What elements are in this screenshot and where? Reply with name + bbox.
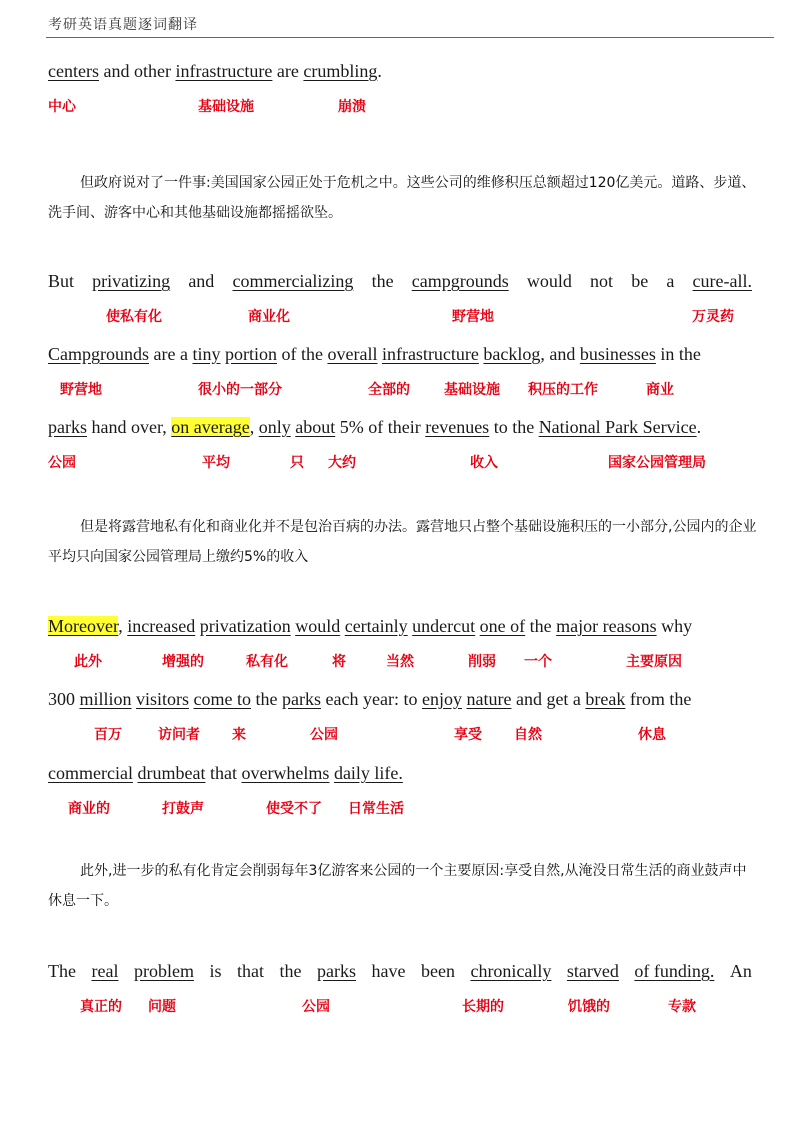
word-translation: 访问者 (158, 727, 200, 743)
chinese-translation-paragraph: 但是将露营地私有化和商业化并不是包治百病的办法。露营地只占整个基础设施积压的一小部分,公园内的企业平均只向国家公园管理局上缴约5%的收入 (48, 519, 757, 565)
text: , and (540, 344, 580, 364)
vocab-word: campgrounds (411, 271, 509, 291)
vocab-word: come to (193, 689, 252, 709)
vocab-word: about (295, 417, 336, 437)
word-translation: 野营地 (452, 309, 494, 325)
vocab-word: portion (224, 344, 277, 364)
vocab-word: would (295, 616, 341, 636)
english-line (48, 688, 752, 710)
vocab-word: crumbling (303, 61, 378, 81)
word-translation: 公园 (310, 727, 338, 743)
word-translation: 享受 (454, 727, 482, 743)
vocab-word: National Park Service (538, 417, 697, 437)
vocab-word: parks (48, 417, 87, 437)
text: are (272, 61, 304, 81)
word-translation: 收入 (470, 455, 498, 471)
vocab-word: privatizing (92, 271, 171, 291)
text: are a (149, 344, 193, 364)
word-translation: 削弱 (468, 654, 496, 670)
translation-row (0, 379, 800, 401)
translation-row (0, 798, 800, 820)
word-translation: 大约 (328, 455, 356, 471)
vocab-word: chronically (470, 961, 552, 981)
word-translation: 当然 (386, 654, 414, 670)
translation-row (0, 724, 800, 746)
vocab-word: backlog (483, 344, 541, 364)
word-translation: 打鼓声 (162, 801, 204, 817)
vocab-word: businesses (579, 344, 656, 364)
text: and get a (511, 689, 586, 709)
word-translation: 只 (290, 455, 304, 471)
vocab-word: only (258, 417, 291, 437)
vocab-word: cure-all. (692, 271, 752, 291)
text: the (251, 689, 283, 709)
word-translation: 问题 (148, 999, 176, 1015)
text: would (526, 271, 572, 291)
text: But (48, 271, 75, 291)
vocab-word: of funding. (634, 961, 715, 981)
text: each year: to (321, 689, 422, 709)
word-translation: 此外 (74, 654, 102, 670)
text: , (118, 616, 128, 636)
vocab-word: visitors (136, 689, 190, 709)
text: The (48, 961, 76, 981)
word-translation: 很小的一部分 (198, 382, 282, 398)
text: 5% of their (335, 417, 426, 437)
vocab-word: starved (566, 961, 619, 981)
text: that (236, 961, 264, 981)
vocab-word: undercut (412, 616, 476, 636)
text: . (377, 61, 382, 81)
word-translation: 日常生活 (348, 801, 404, 817)
vocab-word: enjoy (421, 689, 462, 709)
text: 300 (48, 689, 80, 709)
word-translation: 商业 (646, 382, 674, 398)
english-line (48, 343, 752, 365)
vocab-word: increased (127, 616, 196, 636)
english-line (48, 762, 752, 784)
word-translation: 万灵药 (692, 309, 734, 325)
english-line (48, 270, 752, 292)
vocab-word: parks (316, 961, 356, 981)
vocab-word: Campgrounds (48, 344, 149, 364)
vocab-word: drumbeat (137, 763, 206, 783)
vocab-word: centers (48, 61, 99, 81)
text: and (188, 271, 215, 291)
text: a (666, 271, 675, 291)
vocab-word: commercial (48, 763, 133, 783)
vocab-word: privatization (199, 616, 291, 636)
text: hand over, (87, 417, 172, 437)
vocab-word: nature (466, 689, 512, 709)
translation-row (0, 96, 800, 118)
translation-row (0, 452, 800, 474)
word-translation: 主要原因 (626, 654, 682, 670)
word-translation: 公园 (48, 455, 76, 471)
word-translation: 将 (332, 654, 346, 670)
vocab-word: infrastructure (175, 61, 273, 81)
vocab-word: parks (282, 689, 322, 709)
word-translation: 专款 (668, 999, 696, 1015)
vocab-word: certainly (344, 616, 408, 636)
vocab-word: one of (479, 616, 526, 636)
translation-row (0, 306, 800, 328)
vocab-word: overall (327, 344, 378, 364)
translation-row (0, 651, 800, 673)
text: , (249, 417, 259, 437)
text: and other (98, 61, 176, 81)
highlighted-phrase: Moreover (48, 616, 119, 636)
text: not (590, 271, 614, 291)
english-line (48, 960, 752, 982)
translation-row (0, 996, 800, 1018)
text: that (205, 763, 242, 783)
chinese-translation-paragraph: 但政府说对了一件事:美国国家公园正处于危机之中。这些公司的维修积压总额超过120亿美元。道路、步道、洗手间、游客中心和其他基础设施都摇摇欲坠。 (48, 175, 756, 221)
vocab-word: major reasons (556, 616, 657, 636)
text: An (729, 961, 752, 981)
header-divider (46, 37, 774, 38)
page-header-title: 考研英语真题逐词翻译 (48, 17, 198, 33)
word-translation: 长期的 (462, 999, 504, 1015)
english-line (48, 615, 752, 637)
english-line (48, 416, 752, 438)
text: in the (655, 344, 701, 364)
text: have (371, 961, 406, 981)
word-translation: 国家公园管理局 (608, 455, 706, 471)
word-translation: 使受不了 (266, 801, 322, 817)
vocab-word: revenues (425, 417, 490, 437)
vocab-word: real (91, 961, 119, 981)
word-translation: 商业化 (248, 309, 290, 325)
text: the (525, 616, 557, 636)
highlighted-phrase: on average (171, 417, 250, 437)
text: been (420, 961, 455, 981)
word-translation: 一个 (524, 654, 552, 670)
text: why (656, 616, 693, 636)
word-translation: 公园 (302, 999, 330, 1015)
word-translation: 崩溃 (338, 99, 366, 115)
vocab-word: break (585, 689, 626, 709)
word-translation: 全部的 (368, 382, 410, 398)
word-translation: 私有化 (246, 654, 288, 670)
word-translation: 中心 (48, 99, 76, 115)
word-translation: 百万 (94, 727, 122, 743)
word-translation: 真正的 (80, 999, 122, 1015)
word-translation: 基础设施 (198, 99, 254, 115)
english-line (48, 60, 752, 82)
vocab-word: overwhelms (241, 763, 330, 783)
vocab-word: million (79, 689, 132, 709)
text: the (371, 271, 394, 291)
word-translation: 积压的工作 (528, 382, 598, 398)
vocab-word: problem (133, 961, 194, 981)
vocab-word: daily life. (333, 763, 403, 783)
text: is (209, 961, 222, 981)
text: to the (489, 417, 539, 437)
vocab-word: tiny (192, 344, 221, 364)
text: the (279, 961, 302, 981)
text: of the (276, 344, 328, 364)
word-translation: 平均 (202, 455, 230, 471)
word-translation: 增强的 (162, 654, 204, 670)
vocab-word: infrastructure (381, 344, 479, 364)
word-translation: 商业的 (68, 801, 110, 817)
text: . (696, 417, 702, 437)
word-translation: 自然 (514, 727, 542, 743)
word-translation: 饥饿的 (568, 999, 610, 1015)
vocab-word: commercializing (232, 271, 354, 291)
text: from the (625, 689, 692, 709)
word-translation: 来 (232, 727, 246, 743)
word-translation: 基础设施 (444, 382, 500, 398)
word-translation: 休息 (638, 727, 666, 743)
text: be (631, 271, 649, 291)
word-translation: 野营地 (60, 382, 102, 398)
word-translation: 使私有化 (106, 309, 162, 325)
chinese-translation-paragraph: 此外,进一步的私有化肯定会削弱每年3亿游客来公园的一个主要原因:享受自然,从淹没日常生活的商业鼓声中休息一下。 (48, 863, 747, 909)
